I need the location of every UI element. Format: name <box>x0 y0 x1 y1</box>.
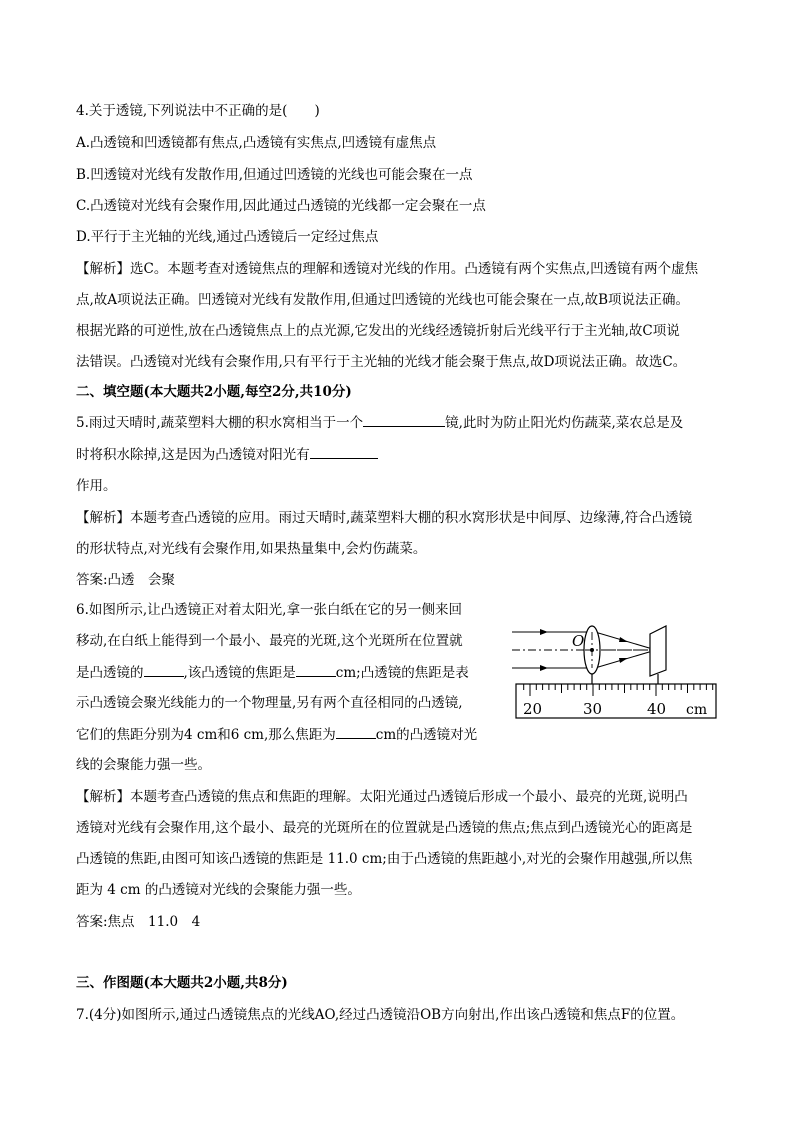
q5-blank-2 <box>310 444 378 459</box>
q6-line-3 <box>76 662 469 683</box>
ruler-tick-label: 30 <box>583 700 603 718</box>
q5-line-3: 作用。 <box>76 478 117 494</box>
arrow-icon <box>619 658 628 663</box>
section-2-title: 二、填空题(本大题共2小题,每空2分,共10分) <box>76 384 352 400</box>
ruler-tick-label: 20 <box>523 700 543 718</box>
lens-label-o: O <box>572 632 585 650</box>
arrow-icon <box>540 629 548 635</box>
q5-analysis-line: 的形状特点,对光线有会聚作用,如果热量集中,会灼伤蔬菜。 <box>76 541 427 557</box>
q6-answer: 答案:焦点 11.0 4 <box>76 914 201 930</box>
q5-line-2 <box>76 444 378 465</box>
lens-ruler-figure <box>510 620 720 722</box>
q4-option-d: D.平行于主光轴的光线,通过凸透镜后一定经过焦点 <box>76 229 379 245</box>
q6-text: 是凸透镜的 <box>76 665 144 681</box>
section-3-title: 三、作图题(本大题共2小题,共8分) <box>76 975 288 991</box>
q5-answer: 答案:凸透 会聚 <box>76 572 176 588</box>
q5-line-1 <box>76 412 683 433</box>
q6-line: 移动,在白纸上能得到一个最小、最亮的光斑,这个光斑所在位置就 <box>76 633 463 649</box>
ruler-tick-label: 40 <box>647 700 667 718</box>
q6-line-5 <box>76 724 477 745</box>
q4-analysis-line: 【解析】选C。本题考查对透镜焦点的理解和透镜对光线的作用。凸透镜有两个实焦点,凹透镜有两个虚焦 <box>76 261 699 277</box>
q6-blank-1 <box>144 662 184 677</box>
q6-blank-2 <box>296 662 336 677</box>
ruler-unit: cm <box>686 702 708 718</box>
optical-center <box>590 648 594 652</box>
q4-stem: 4.关于透镜,下列说法中不正确的是( ) <box>76 103 320 119</box>
q5-analysis-line: 【解析】本题考查凸透镜的应用。雨过天晴时,蔬菜塑料大棚的积水窝形状是中间厚、边缘薄,符合凸透镜 <box>76 510 693 526</box>
q6-analysis-line: 凸透镜的焦距,由图可知该凸透镜的焦距是 11.0 cm;由于凸透镜的焦距越小,对光的会聚作用越强,所以焦 <box>76 851 693 867</box>
q7-stem: 7.(4分)如图所示,通过凸透镜焦点的光线AO,经过凸透镜沿OB方向射出,作出该凸透镜和焦点F的位置。 <box>76 1007 685 1023</box>
q6-blank-3 <box>336 724 376 739</box>
q6-line: 示凸透镜会聚光线能力的一个物理量,另有两个直径相同的凸透镜, <box>76 695 463 711</box>
paper-screen <box>650 626 666 676</box>
q4-option-a: A.凸透镜和凹透镜都有焦点,凸透镜有实焦点,凹透镜有虚焦点 <box>76 135 437 151</box>
q4-option-c: C.凸透镜对光线有会聚作用,因此通过凸透镜的光线都一定会聚在一点 <box>76 198 486 214</box>
q6-analysis-line: 【解析】本题考查凸透镜的焦点和焦距的理解。太阳光通过凸透镜后形成一个最小、最亮的光斑,说明凸 <box>76 789 688 805</box>
q4-analysis-line: 根据光路的可逆性,放在凸透镜焦点上的点光源,它发出的光线经透镜折射后光线平行于主光轴,故C项说 <box>76 323 680 339</box>
q5-blank-1 <box>363 412 445 427</box>
arrow-icon <box>540 665 548 671</box>
q4-analysis-line: 点,故A项说法正确。凹透镜对光线有发散作用,但通过凹透镜的光线也可能会聚在一点,故B项说法正确。 <box>76 292 690 308</box>
q4-analysis-line: 法错误。凸透镜对光线有会聚作用,只有平行于主光轴的光线才能会聚于焦点,故D项说法正确。故选C。 <box>76 354 687 370</box>
q4-option-b: B.凹透镜对光线有发散作用,但通过凹透镜的光线也可能会聚在一点 <box>76 167 473 183</box>
q6-analysis-line: 距为 4 cm 的凸透镜对光线的会聚能力强一些。 <box>76 882 361 898</box>
q5-text: 时将积水除掉,这是因为凸透镜对阳光有 <box>76 447 310 463</box>
q6-line: 6.如图所示,让凸透镜正对着太阳光,拿一张白纸在它的另一侧来回 <box>76 602 462 618</box>
q6-text: 它们的焦距分别为4 cm和6 cm,那么焦距为 <box>76 727 336 743</box>
q6-text: cm;凸透镜的焦距是表 <box>335 665 469 681</box>
q6-line: 线的会聚能力强一些。 <box>76 757 211 773</box>
arrow-icon <box>619 637 628 642</box>
q6-text: cm的凸透镜对光 <box>375 727 478 743</box>
q5-text: 镜,此时为防止阳光灼伤蔬菜,菜农总是及 <box>445 415 684 431</box>
q6-analysis-line: 透镜对光线有会聚作用,这个最小、最亮的光斑所在的位置就是凸透镜的焦点;焦点到凸透镜光心的距离是 <box>76 820 693 836</box>
q5-text: 5.雨过天晴时,蔬菜塑料大棚的积水窝相当于一个 <box>76 415 364 431</box>
q6-text: ,该凸透镜的焦距是 <box>183 665 296 681</box>
